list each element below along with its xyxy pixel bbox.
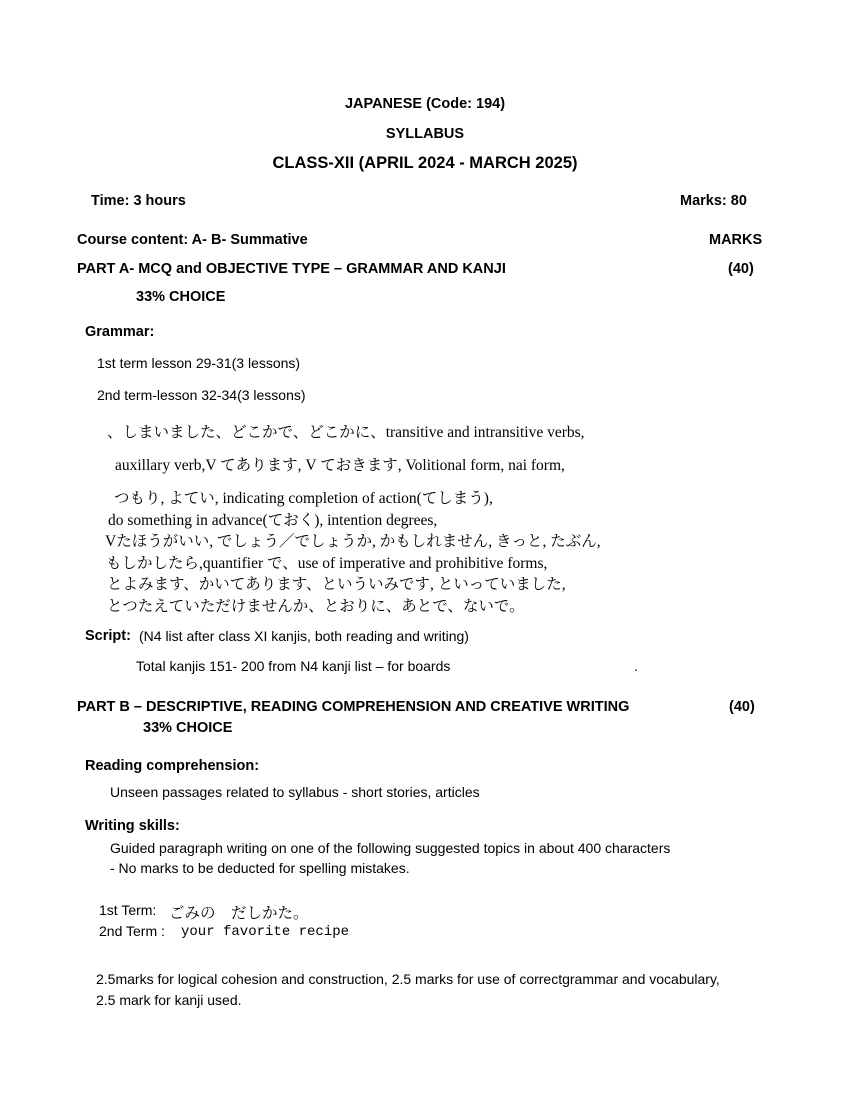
marks-column-header: MARKS: [709, 232, 763, 248]
part-b-choice: 33% CHOICE: [143, 720, 233, 736]
grammar-line: auxillary verb,V てあります, V ておきます, Volitional form, nai form,: [115, 457, 565, 474]
grammar-line: もしかしたら,quantifier で、use of imperative and prohibitive forms,: [106, 555, 548, 572]
course-content-label: Course content: A- B- Summative: [77, 232, 308, 248]
part-b-title: PART B – DESCRIPTIVE, READING COMPREHENSION AND CREATIVE WRITING: [77, 699, 630, 715]
writing-line: - No marks to be deducted for spelling mistakes.: [110, 860, 410, 876]
subject-title: JAPANESE (Code: 194): [344, 96, 506, 112]
term1-label: 1st Term:: [99, 902, 157, 918]
grammar-line: Vたほうがいい, でしょう／でしょうか, かもしれません, きっと, たぶん,: [105, 533, 601, 550]
writing-line: Guided paragraph writing on one of the following suggested topics in about 400 characters: [110, 840, 671, 856]
term2-label: 2nd Term :: [99, 923, 165, 939]
script-label: Script:: [85, 628, 131, 644]
class-title: CLASS-XII (APRIL 2024 - MARCH 2025): [272, 154, 578, 172]
marking-line: 2.5marks for logical cohesion and construction, 2.5 marks for use of correctgrammar and vocabulary,: [96, 971, 720, 987]
grammar-heading: Grammar:: [85, 324, 155, 340]
term1-topic: ごみの だしかた。: [169, 905, 309, 922]
kanji-total-dot: .: [634, 658, 638, 674]
part-a-marks: (40): [728, 261, 754, 277]
script-text: (N4 list after class XI kanjis, both reading and writing): [139, 628, 469, 644]
grammar-line: とつたえていただけませんか、とおりに、あとで、ないで。: [107, 598, 525, 615]
writing-heading: Writing skills:: [85, 818, 180, 834]
marking-line: 2.5 mark for kanji used.: [96, 992, 242, 1008]
grammar-line: 、しまいました、どこかで、どこかに、transitive and intransitive verbs,: [107, 424, 585, 441]
grammar-line: つもり, よてい, indicating completion of action(てしまう),: [114, 490, 493, 507]
syllabus-title: SYLLABUS: [385, 126, 465, 142]
total-marks-label: Marks: 80: [680, 193, 747, 209]
term1-lessons: 1st term lesson 29-31(3 lessons): [97, 355, 301, 371]
reading-heading: Reading comprehension:: [85, 758, 260, 774]
part-a-choice: 33% CHOICE: [136, 289, 226, 305]
time-label: Time: 3 hours: [91, 193, 186, 209]
term2-topic: your favorite recipe: [181, 924, 350, 940]
part-b-marks: (40): [729, 699, 755, 715]
kanji-total: Total kanjis 151- 200 from N4 kanji list – for boards: [136, 658, 451, 674]
grammar-line: とよみます、かいてあります、といういみです, といっていました,: [107, 576, 566, 593]
part-a-title: PART A- MCQ and OBJECTIVE TYPE – GRAMMAR AND KANJI: [77, 261, 506, 277]
term2-lessons: 2nd term-lesson 32-34(3 lessons): [97, 387, 306, 403]
grammar-line: do something in advance(ておく), intention degrees,: [108, 512, 438, 529]
reading-text: Unseen passages related to syllabus - short stories, articles: [110, 784, 480, 800]
